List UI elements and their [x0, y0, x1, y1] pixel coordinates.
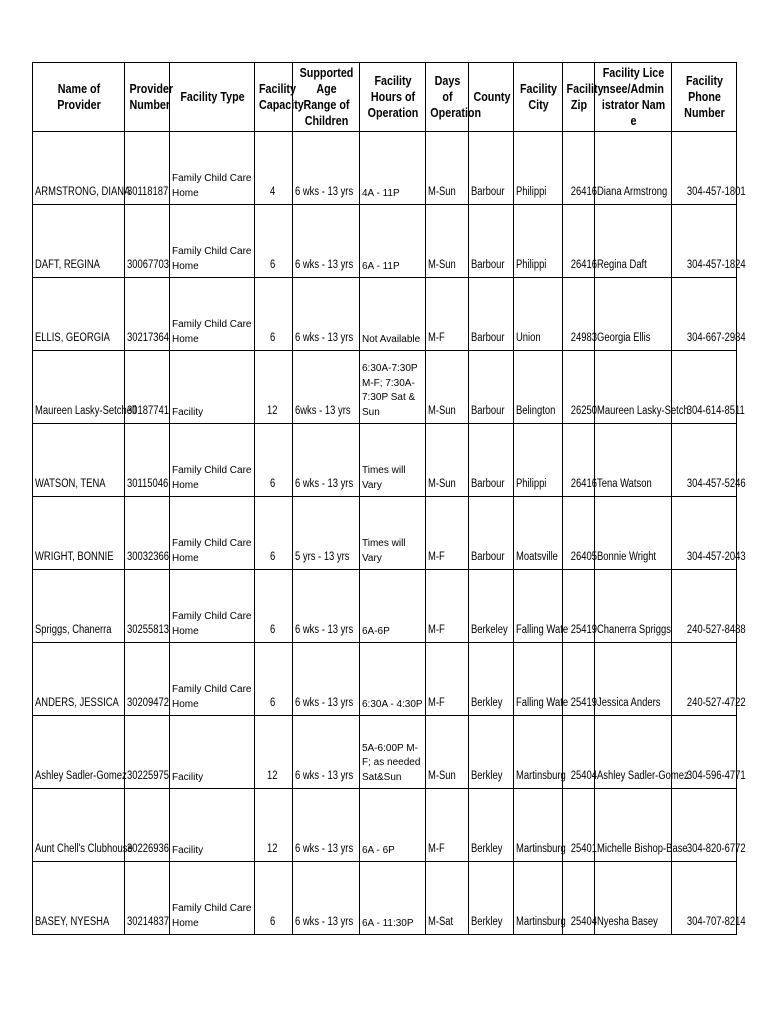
cell-city-text: Martinsburg — [516, 770, 566, 783]
cell-hours — [360, 424, 426, 497]
cell-facility-type-text: Facility — [172, 406, 204, 418]
cell-provider-number — [125, 643, 170, 716]
cell-provider-name-text: ANDERS, JESSICA — [35, 697, 119, 710]
cell-capacity — [255, 132, 293, 205]
cell-capacity — [255, 643, 293, 716]
cell-age-range — [293, 643, 360, 716]
cell-provider-name — [33, 351, 137, 424]
cell-facility-type-text: Family Child Care Home — [172, 173, 252, 199]
cell-provider-name — [33, 205, 125, 278]
cell-county-text: Berkeley — [471, 624, 508, 637]
cell-zip-text: 26405 — [570, 551, 597, 564]
cell-admin — [595, 424, 672, 497]
cell-capacity-text: 6 — [270, 697, 276, 710]
cell-provider-name-text: Aunt Chell's Clubhouse — [35, 843, 133, 856]
cell-capacity-text: 6 — [270, 332, 276, 345]
cell-city — [514, 716, 566, 789]
cell-admin — [595, 278, 672, 351]
cell-zip-text: 25404 — [570, 916, 597, 929]
cell-capacity — [255, 351, 293, 424]
cell-city-text: Falling Wate — [516, 697, 569, 710]
cell-hours — [360, 205, 426, 278]
cell-days-text: M-Sun — [428, 478, 456, 491]
cell-provider-number — [125, 205, 170, 278]
header-facility-capacity: Facility Capacity — [257, 63, 290, 132]
cell-hours-text: Not Available — [362, 333, 421, 345]
cell-admin — [595, 132, 672, 205]
cell-zip — [563, 278, 595, 351]
cell-days — [426, 570, 469, 643]
cell-provider-name — [33, 570, 125, 643]
cell-provider-number-text: 30217364 — [127, 332, 169, 345]
cell-provider-number — [125, 570, 170, 643]
cell-capacity-text: 6 — [270, 478, 276, 491]
cell-provider-name-text: DAFT, REGINA — [35, 259, 100, 272]
cell-facility-type — [170, 497, 255, 570]
cell-capacity — [255, 716, 293, 789]
cell-county — [469, 862, 514, 935]
cell-days-text: M-Sun — [428, 405, 456, 418]
cell-age-range — [293, 205, 360, 278]
cell-zip — [563, 132, 595, 205]
cell-admin-text: Georgia Ellis — [597, 332, 651, 345]
cell-days — [426, 424, 469, 497]
cell-facility-type — [170, 643, 255, 716]
cell-capacity-text: 6 — [270, 259, 276, 272]
header-row — [33, 63, 737, 132]
cell-county — [469, 132, 514, 205]
cell-zip — [563, 424, 595, 497]
table-row — [33, 862, 737, 935]
cell-provider-name — [33, 789, 133, 862]
cell-facility-type-text: Family Child Care Home — [172, 611, 252, 637]
cell-provider-number-text: 30187741 — [127, 405, 169, 418]
cell-admin — [595, 351, 689, 424]
cell-zip-text: 25401 — [570, 843, 597, 856]
cell-age-range-text: 6 wks - 13 yrs — [295, 770, 354, 783]
cell-admin-text: Jessica Anders — [597, 697, 661, 710]
cell-city-text: Martinsburg — [516, 843, 566, 856]
cell-county-text: Barbour — [471, 186, 505, 199]
cell-days — [426, 205, 469, 278]
cell-admin-text: Nyesha Basey — [597, 916, 658, 929]
cell-admin — [595, 862, 672, 935]
provider-table — [32, 62, 746, 935]
cell-zip-text: 25419 — [570, 624, 597, 637]
cell-facility-type — [170, 132, 255, 205]
cell-provider-name-text: ELLIS, GEORGIA — [35, 332, 110, 345]
cell-hours — [360, 862, 426, 935]
cell-age-range — [293, 570, 360, 643]
cell-capacity-text: 4 — [270, 186, 276, 199]
cell-zip — [563, 205, 595, 278]
table-row — [33, 278, 737, 351]
cell-provider-name-text: Spriggs, Chanerra — [35, 624, 112, 637]
cell-county — [469, 424, 514, 497]
cell-facility-type-text: Family Child Care Home — [172, 538, 252, 564]
cell-facility-type — [170, 716, 255, 789]
cell-city-text: Martinsburg — [516, 916, 566, 929]
cell-days-text: M-F — [428, 551, 445, 564]
cell-provider-name-text: Maureen Lasky-Setchell — [35, 405, 137, 418]
cell-county — [469, 789, 514, 862]
cell-hours — [360, 643, 426, 716]
cell-phone-text: 304-820-6772 — [686, 843, 746, 856]
cell-phone — [672, 570, 746, 643]
cell-admin — [595, 570, 672, 643]
header-phone: Facility Phone Number — [676, 63, 732, 132]
cell-facility-type-text: Family Child Care Home — [172, 465, 252, 491]
cell-county — [469, 716, 514, 789]
cell-age-range-text: 6 wks - 13 yrs — [295, 186, 354, 199]
cell-county-text: Barbour — [471, 551, 505, 564]
cell-days-text: M-Sun — [428, 259, 456, 272]
cell-capacity — [255, 862, 293, 935]
cell-facility-type — [170, 424, 255, 497]
cell-hours-text: 6A - 11P — [362, 260, 400, 272]
cell-admin-text: Tena Watson — [597, 478, 652, 491]
cell-days-text: M-F — [428, 697, 445, 710]
cell-provider-number — [125, 497, 170, 570]
cell-provider-name — [33, 424, 125, 497]
cell-capacity — [255, 497, 293, 570]
cell-hours-text: 6:30A - 4:30P — [362, 698, 423, 710]
cell-zip-text: 26416 — [570, 478, 597, 491]
cell-zip-text: 26416 — [570, 259, 597, 272]
cell-provider-number-text: 30067703 — [127, 259, 169, 272]
cell-city-text: Union — [516, 332, 541, 345]
cell-provider-name — [33, 132, 131, 205]
cell-capacity-text: 6 — [270, 916, 276, 929]
cell-age-range-text: 6 wks - 13 yrs — [295, 843, 354, 856]
cell-provider-number-text: 30032366 — [127, 551, 169, 564]
cell-phone-text: 240-527-4722 — [686, 697, 746, 710]
cell-age-range — [293, 862, 360, 935]
cell-hours-text: 6:30A-7:30P M-F; 7:30A-7:30P Sat & Sun — [362, 363, 418, 418]
cell-city-text: Falling Wate — [516, 624, 569, 637]
cell-admin — [595, 716, 689, 789]
cell-days-text: M-Sun — [428, 186, 456, 199]
cell-hours — [360, 716, 426, 789]
table-row — [33, 789, 737, 862]
cell-provider-number-text: 30209472 — [127, 697, 169, 710]
cell-days — [426, 132, 469, 205]
cell-provider-number — [125, 132, 170, 205]
cell-provider-name-text: Ashley Sadler-Gomez — [35, 770, 127, 783]
cell-city-text: Philippi — [516, 478, 547, 491]
cell-provider-name-text: WATSON, TENA — [35, 478, 106, 491]
cell-hours — [360, 497, 426, 570]
cell-provider-name — [33, 497, 125, 570]
cell-county — [469, 278, 514, 351]
cell-capacity — [255, 424, 293, 497]
cell-hours-text: Times will Vary — [362, 538, 406, 564]
cell-admin-text: Maureen Lasky-Setch — [597, 405, 689, 418]
cell-city — [514, 205, 563, 278]
cell-provider-name — [33, 643, 125, 716]
cell-phone — [672, 132, 746, 205]
header-city: Facility City — [517, 63, 559, 132]
cell-capacity-text: 12 — [267, 405, 278, 418]
cell-zip-text: 24983 — [570, 332, 597, 345]
cell-facility-type — [170, 278, 255, 351]
cell-capacity-text: 6 — [270, 624, 276, 637]
cell-age-range-text: 6wks - 13 yrs — [295, 405, 351, 418]
cell-phone — [672, 278, 746, 351]
cell-county — [469, 643, 514, 716]
cell-hours-text: 5A-6:00P M-F; as needed Sat&Sun — [362, 742, 421, 783]
cell-city — [514, 497, 563, 570]
cell-phone-text: 304-457-5246 — [686, 478, 746, 491]
cell-provider-name — [33, 716, 125, 789]
cell-city — [514, 643, 569, 716]
cell-provider-number-text: 30115046 — [127, 478, 169, 491]
cell-provider-number — [125, 424, 170, 497]
cell-zip — [563, 351, 595, 424]
cell-admin-text: Regina Daft — [597, 259, 647, 272]
cell-zip — [563, 497, 595, 570]
cell-provider-number-text: 30226936 — [127, 843, 169, 856]
cell-zip — [563, 862, 595, 935]
cell-age-range — [293, 497, 360, 570]
cell-capacity — [255, 278, 293, 351]
cell-provider-name-text: ARMSTRONG, DIANA — [35, 186, 131, 199]
header-county: County — [472, 63, 511, 132]
cell-city — [514, 789, 566, 862]
cell-days — [426, 716, 469, 789]
cell-provider-number — [125, 716, 170, 789]
cell-facility-type-text: Facility — [172, 844, 204, 856]
cell-capacity-text: 6 — [270, 551, 276, 564]
cell-city-text: Philippi — [516, 186, 547, 199]
cell-admin-text: Michelle Bishop-Base — [597, 843, 688, 856]
cell-age-range — [293, 278, 360, 351]
cell-county-text: Berkley — [471, 916, 503, 929]
cell-capacity-text: 12 — [267, 770, 278, 783]
table-row — [33, 205, 737, 278]
cell-days-text: M-F — [428, 843, 445, 856]
cell-provider-number — [125, 351, 170, 424]
cell-provider-number-text: 30214837 — [127, 916, 169, 929]
cell-days-text: M-Sat — [428, 916, 454, 929]
cell-facility-type-text: Family Child Care Home — [172, 246, 252, 272]
cell-phone — [672, 643, 746, 716]
table-row — [33, 497, 737, 570]
cell-hours-text: Times will Vary — [362, 465, 406, 491]
cell-provider-number — [125, 862, 170, 935]
table-row — [33, 643, 737, 716]
cell-county-text: Berkley — [471, 843, 503, 856]
cell-city — [514, 351, 563, 424]
cell-facility-type-text: Family Child Care Home — [172, 903, 252, 929]
cell-hours-text: 6A - 6P — [362, 844, 395, 856]
cell-provider-number-text: 30255813 — [127, 624, 169, 637]
cell-hours — [360, 351, 426, 424]
cell-capacity-text: 12 — [267, 843, 278, 856]
cell-days — [426, 278, 469, 351]
cell-hours — [360, 278, 426, 351]
cell-admin-text: Bonnie Wright — [597, 551, 657, 564]
cell-county-text: Berkley — [471, 697, 503, 710]
cell-provider-name-text: BASEY, NYESHA — [35, 916, 110, 929]
cell-phone-text: 304-457-1824 — [686, 259, 746, 272]
cell-phone — [672, 424, 746, 497]
cell-hours — [360, 132, 426, 205]
cell-days — [426, 789, 469, 862]
cell-phone — [672, 205, 746, 278]
cell-facility-type — [170, 351, 255, 424]
cell-capacity — [255, 570, 293, 643]
cell-age-range-text: 6 wks - 13 yrs — [295, 697, 354, 710]
cell-zip — [563, 716, 595, 789]
header-name-of-provider: Name of Provider — [39, 63, 118, 132]
cell-city — [514, 862, 566, 935]
cell-age-range-text: 6 wks - 13 yrs — [295, 916, 354, 929]
cell-age-range-text: 6 wks - 13 yrs — [295, 478, 354, 491]
cell-zip-text: 25419 — [570, 697, 597, 710]
cell-phone-text: 304-614-8511 — [686, 405, 745, 418]
header-facility-type: Facility Type — [175, 63, 248, 132]
cell-hours — [360, 789, 426, 862]
cell-city-text: Moatsville — [516, 551, 558, 564]
cell-facility-type-text: Family Child Care Home — [172, 684, 252, 710]
cell-age-range-text: 6 wks - 13 yrs — [295, 332, 354, 345]
header-admin: Facility Licensee/Administrator Name — [600, 63, 666, 132]
table-row — [33, 716, 737, 789]
cell-age-range-text: 5 yrs - 13 yrs — [295, 551, 350, 564]
cell-county-text: Barbour — [471, 259, 505, 272]
cell-county — [469, 351, 514, 424]
cell-phone-text: 304-457-1801 — [686, 186, 746, 199]
cell-city — [514, 132, 563, 205]
cell-days-text: M-Sun — [428, 770, 456, 783]
cell-phone-text: 240-527-8488 — [686, 624, 746, 637]
cell-county — [469, 497, 514, 570]
header-days: Days of Operation — [429, 63, 466, 132]
cell-phone-text: 304-707-8214 — [686, 916, 746, 929]
cell-hours-text: 6A-6P — [362, 625, 390, 637]
table-row — [33, 132, 737, 205]
table-row — [33, 424, 737, 497]
cell-provider-name — [33, 278, 125, 351]
cell-age-range — [293, 716, 360, 789]
cell-days — [426, 643, 469, 716]
cell-provider-number — [125, 789, 170, 862]
header-hours: Facility Hours of Operation — [364, 63, 421, 132]
cell-hours — [360, 570, 426, 643]
cell-days-text: M-F — [428, 332, 445, 345]
cell-provider-name-text: WRIGHT, BONNIE — [35, 551, 114, 564]
cell-days-text: M-F — [428, 624, 445, 637]
header-provider-number: Provider Number — [128, 63, 167, 132]
cell-admin-text: Diana Armstrong — [597, 186, 668, 199]
cell-phone — [672, 862, 746, 935]
cell-age-range — [293, 351, 360, 424]
cell-county-text: Berkley — [471, 770, 503, 783]
cell-zip-text: 25404 — [570, 770, 597, 783]
cell-zip-text: 26250 — [570, 405, 597, 418]
cell-provider-number — [125, 278, 170, 351]
cell-city — [514, 424, 563, 497]
cell-facility-type-text: Facility — [172, 771, 204, 783]
cell-city-text: Belington — [516, 405, 556, 418]
cell-facility-type — [170, 862, 255, 935]
cell-phone — [672, 497, 746, 570]
cell-capacity — [255, 205, 293, 278]
cell-zip — [563, 789, 595, 862]
cell-city-text: Philippi — [516, 259, 547, 272]
cell-facility-type — [170, 570, 255, 643]
cell-days — [426, 497, 469, 570]
cell-age-range-text: 6 wks - 13 yrs — [295, 259, 354, 272]
cell-phone-text: 304-667-2984 — [686, 332, 746, 345]
cell-admin — [595, 497, 672, 570]
cell-days — [426, 862, 469, 935]
cell-admin — [595, 789, 688, 862]
cell-county — [469, 205, 514, 278]
cell-admin — [595, 643, 672, 716]
cell-facility-type — [170, 789, 255, 862]
cell-admin-text: Ashley Sadler-Gomez — [597, 770, 689, 783]
cell-facility-type — [170, 205, 255, 278]
cell-admin-text: Chanerra Spriggs — [597, 624, 671, 637]
cell-hours-text: 6A - 11:30P — [362, 917, 414, 929]
cell-phone-text: 304-596-4771 — [686, 770, 746, 783]
header-age-range: Supported Age Range of Children — [297, 63, 355, 132]
cell-days — [426, 351, 469, 424]
table-row — [33, 351, 737, 424]
cell-provider-name — [33, 862, 125, 935]
header-zip: Facility Zip — [565, 63, 593, 132]
cell-zip-text: 26416 — [570, 186, 597, 199]
cell-county-text: Barbour — [471, 478, 505, 491]
cell-facility-type-text: Family Child Care Home — [172, 319, 252, 345]
cell-phone-text: 304-457-2043 — [686, 551, 746, 564]
cell-city — [514, 278, 563, 351]
cell-county-text: Barbour — [471, 332, 505, 345]
cell-age-range — [293, 789, 360, 862]
cell-hours-text: 4A - 11P — [362, 187, 400, 199]
cell-county-text: Barbour — [471, 405, 505, 418]
cell-capacity — [255, 789, 293, 862]
cell-provider-number-text: 30118187 — [127, 186, 169, 199]
table-row — [33, 570, 737, 643]
cell-city — [514, 570, 569, 643]
cell-county — [469, 570, 514, 643]
cell-admin — [595, 205, 672, 278]
cell-provider-number-text: 30225975 — [127, 770, 169, 783]
cell-age-range-text: 6 wks - 13 yrs — [295, 624, 354, 637]
cell-age-range — [293, 424, 360, 497]
cell-age-range — [293, 132, 360, 205]
